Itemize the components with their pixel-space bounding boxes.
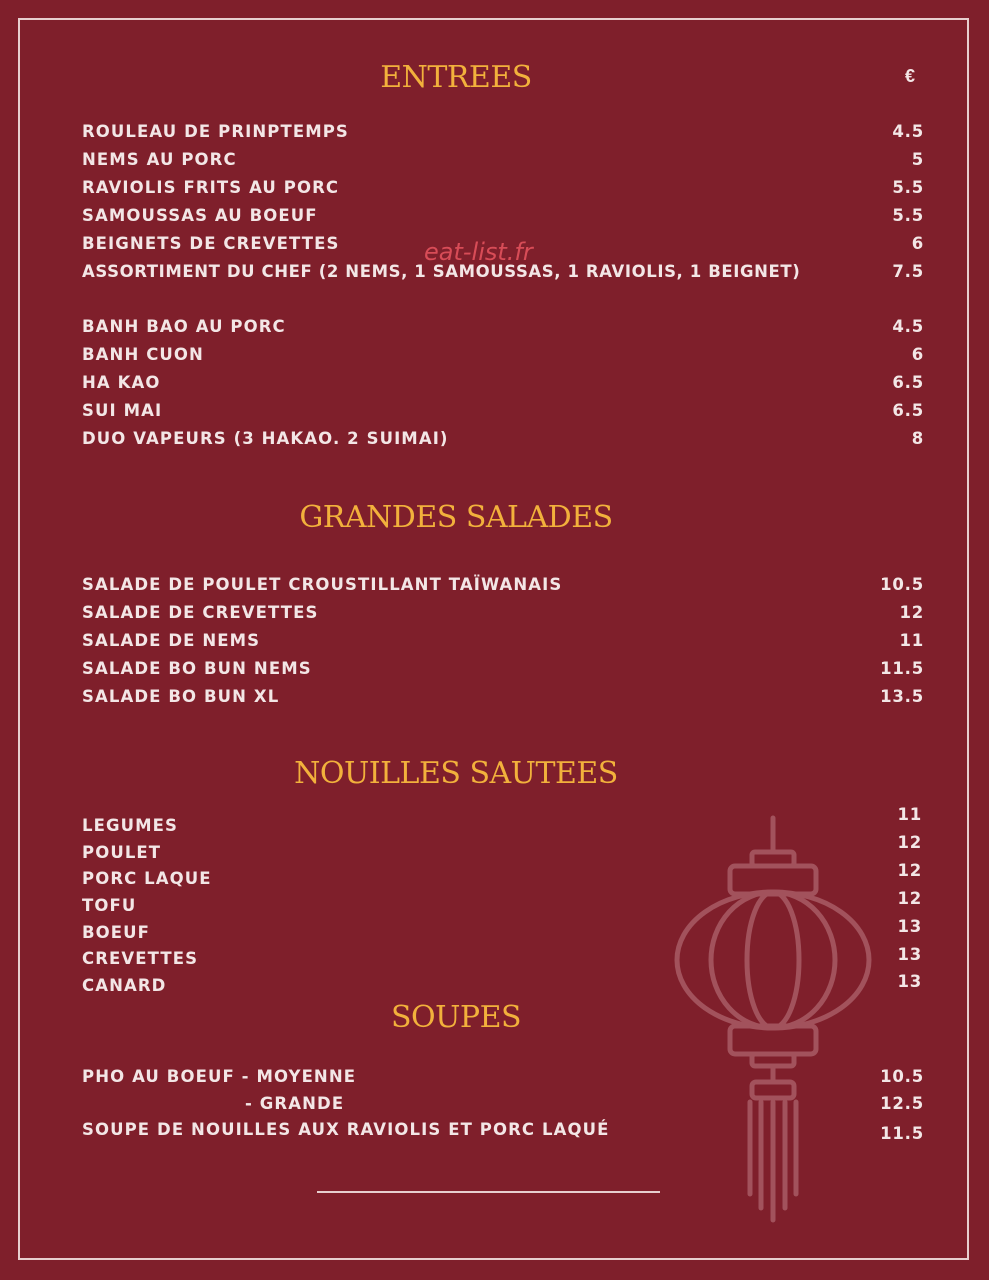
price: 12 [899,603,924,622]
price: 6 [911,234,924,253]
menu-item: BANH CUON 6 [82,345,924,364]
menu-item: SOUPE DE NOUILLES AUX RAVIOLIS ET PORC LAQUÉ 11.5 [82,1120,924,1143]
menu-item: RAVIOLIS FRITS AU PORC 5.5 [82,178,924,197]
menu-item: SALADE DE CREVETTES 12 [82,603,924,622]
menu-item: SALADE DE POULET CROUSTILLANT TAÏWANAIS 10.5 [82,575,924,594]
price: 11 [899,631,924,650]
menu-item: PORC LAQUE [82,869,212,888]
menu-item: ASSORTIMENT DU CHEF (2 NEMS, 1 SAMOUSSAS, 1 RAVIOLIS, 1 BEIGNET) 7.5 [82,262,924,281]
price: 12 [897,889,922,908]
section-title-nouilles: NOUILLES SAUTEES [294,756,618,791]
menu-item: PHO AU BOEUF - MOYENNE 10.5 [82,1067,924,1086]
menu-item: SUI MAI 6.5 [82,401,924,420]
price: 13 [897,972,922,991]
price: 10.5 [880,575,924,594]
menu-item: DUO VAPEURS (3 HAKAO. 2 SUIMAI) 8 [82,429,924,448]
menu-item: NEMS AU PORC 5 [82,150,924,169]
price: 11.5 [880,659,924,678]
price: 12 [897,833,922,852]
price: 4.5 [892,122,924,141]
menu-item: TOFU [82,896,137,915]
price: 6.5 [892,401,924,420]
price: 6.5 [892,373,924,392]
price: 5.5 [892,206,924,225]
price: 10.5 [880,1067,924,1086]
price: 12 [897,861,922,880]
menu-item-price [82,805,924,831]
menu-item: LEGUMES [82,816,179,835]
menu-item-price [82,972,924,998]
menu-item: CANARD [82,976,167,995]
menu-item: SALADE DE NEMS 11 [82,631,924,650]
menu-item: ROULEAU DE PRINPTEMPS 4.5 [82,122,924,141]
price: 8 [911,429,924,448]
price: 6 [911,345,924,364]
menu-item: BEIGNETS DE CREVETTES 6 [82,234,924,253]
menu-item: SALADE BO BUN XL 13.5 [82,687,924,706]
section-title-salades: GRANDES SALADES [299,500,613,535]
price: 5.5 [892,178,924,197]
price: 13 [897,945,922,964]
menu-item-price [82,861,924,887]
currency-label: € [905,66,916,86]
watermark: eat-list.fr [424,238,533,266]
menu-item: CREVETTES [82,949,199,968]
menu-item: BANH BAO AU PORC 4.5 [82,317,924,336]
price: 13.5 [880,687,924,706]
menu-item-price [82,833,924,859]
menu-item-price [82,945,924,971]
price: 11 [897,805,922,824]
menu-item: - GRANDE 12.5 [245,1094,924,1113]
section-title-entrees: ENTREES [380,60,532,95]
menu-item: SAMOUSSAS AU BOEUF 5.5 [82,206,924,225]
menu-item: HA KAO 6.5 [82,373,924,392]
section-title-soupes: SOUPES [390,1000,522,1035]
price: 5 [911,150,924,169]
price: 7.5 [892,262,924,281]
menu-item-price [82,917,924,943]
price: 4.5 [892,317,924,336]
footer-divider [317,1191,660,1193]
price: 13 [897,917,922,936]
menu-item: BOEUF [82,923,151,942]
menu-item: SALADE BO BUN NEMS 11.5 [82,659,924,678]
price: 12.5 [880,1094,924,1113]
price: 11.5 [880,1124,924,1143]
menu-item: POULET [82,843,162,862]
menu-item-price [82,889,924,915]
